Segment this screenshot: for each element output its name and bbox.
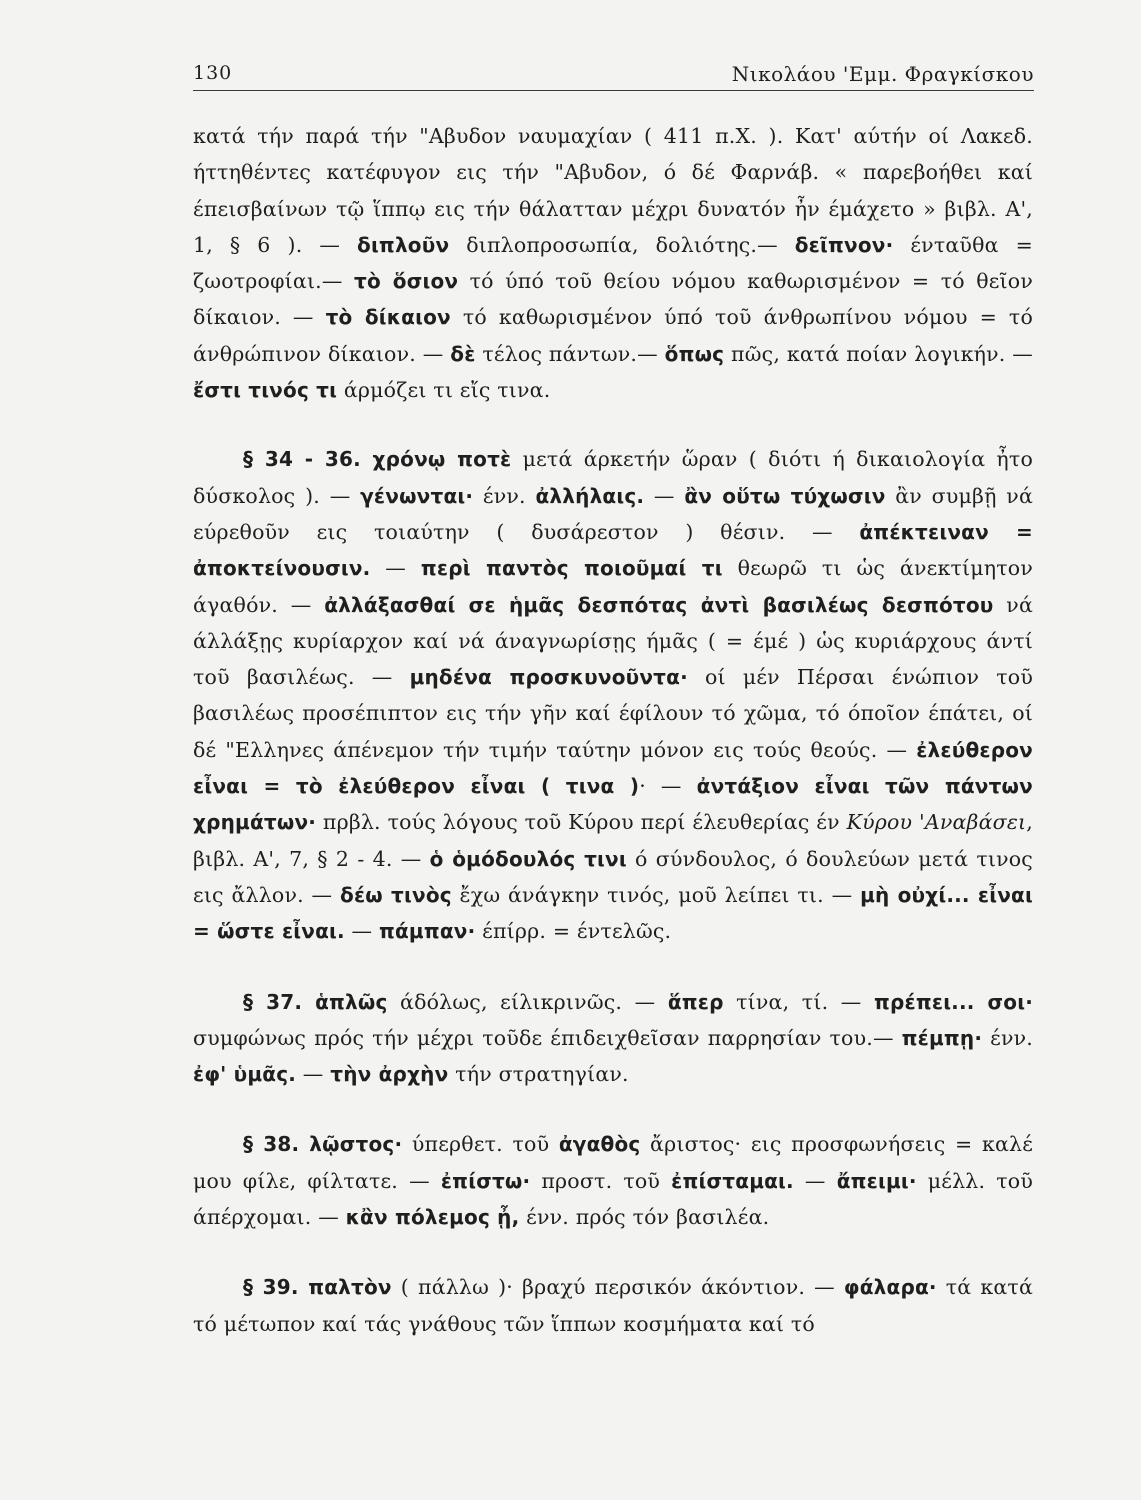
- page-header: [193, 62, 1034, 91]
- lemma-term: ἐπίσταμαι.: [671, 1168, 794, 1193]
- gloss-text: οί μέν Πέρσαι ένώπιον τοῦ βασιλέως προσέπιπτον εις τήν γῆν καί έφίλουν τό χῶμα, τό όποῖον έπάτει, οί δέ "Ελληνες άπένεμον τήν τιμήν ταύτην μόνον εις τούς θεούς. —: [193, 665, 1033, 762]
- lemma-term: τὸ δίκαιον: [325, 305, 451, 330]
- lemma-term: § 38. λῷστος·: [243, 1132, 403, 1157]
- lemma-term: ἀλλάξασθαί σε ἡμᾶς δεσπότας ἀντὶ βασιλέως δεσπότου: [324, 592, 994, 617]
- lemma-term: τὴν ἀρχὴν: [330, 1062, 449, 1087]
- gloss-text: —: [344, 919, 379, 944]
- lemma-term: ἔστι τινός τι: [193, 378, 338, 403]
- gloss-text: ἔχω άνάγκην τινός, μοῦ λείπει τι. —: [451, 882, 861, 907]
- gloss-text: θεωρῶ τι ὡς άνεκτίμητον άγαθόν. —: [193, 556, 1033, 617]
- gloss-text: συμφώνως πρός τήν μέχρι τοῦδε έπιδειχθεῖσαν παρρησίαν του.—: [193, 1025, 902, 1050]
- commentary-paragraph: [193, 441, 1033, 949]
- gloss-text: τίνα, τί. —: [723, 989, 874, 1014]
- gloss-text: μέλλ. τοῦ άπέρχομαι. —: [193, 1168, 1034, 1230]
- gloss-text: ένν.: [473, 483, 536, 508]
- cited-work: Κύρου 'Αναβάσει: [846, 810, 1027, 835]
- lemma-term: ἀγαθὸς: [558, 1132, 641, 1157]
- gloss-text: ό σύνδουλος, ό δουλεύων μετά τινος εις ἄλλον. —: [193, 846, 1033, 907]
- commentary-body: [193, 118, 1033, 1376]
- commentary-paragraph: [193, 1126, 1033, 1235]
- lemma-term: ἐπίστω·: [440, 1168, 531, 1193]
- lemma-term: περὶ παντὸς ποιοῦμαί τι: [420, 556, 723, 581]
- gloss-text: κατά τήν παρά τήν "Αβυδον ναυμαχίαν ( 411 π.Χ. ). Κατ' αύτήν οί Λακεδ. ήττηθέντες κατέφυγον εις τήν "Αβυδον, ό δέ Φαρνάβ. « παρεβοήθει καί έπεισβαίνων τῷ ἵππῳ εις τήν θάλατταν μέχρι δυνατόν ἦν έμάχετο » βιβλ. Α', 1, § 6 ). —: [193, 124, 1033, 257]
- gloss-text: τέλος πάντων.—: [475, 341, 665, 366]
- lemma-term: ἐλεύθερον εἶναι = τὸ ἐλεύθερον εἶναι ( τινα ): [193, 737, 1033, 799]
- gloss-text: μετά άρκετήν ὥραν ( διότι ή δικαιολογία ἦτο δύσκολος ). —: [193, 447, 1033, 508]
- gloss-text: νά άλλάξῃς κυρίαρχον καί νά άναγνωρίσῃς ήμᾶς ( = έμέ ) ὡς κυριάρχους άντί τοῦ βασιλέως. —: [193, 592, 1033, 690]
- lemma-term: § 37. ἁπλῶς: [243, 989, 388, 1014]
- commentary-paragraph: [193, 1269, 1033, 1342]
- gloss-text: —: [370, 556, 421, 581]
- lemma-term: πέμπῃ·: [901, 1025, 983, 1050]
- lemma-term: τὸ ὅσιον: [354, 269, 459, 294]
- gloss-text: έπίρρ. = έντελῶς.: [475, 919, 672, 944]
- lemma-term: γένωνται·: [360, 483, 474, 508]
- lemma-term: μηδένα προσκυνοῦντα·: [409, 665, 688, 690]
- gloss-text: ( πάλλω )· βραχύ περσικόν άκόντιον. —: [391, 1275, 844, 1300]
- lemma-term: πάμπαν·: [378, 919, 476, 944]
- gloss-text: διπλοπροσωπία, δολιότης.—: [449, 232, 795, 257]
- gloss-text: τήν στρατηγίαν.: [448, 1062, 629, 1087]
- gloss-text: ἄριστος· εις προσφωνήσεις = καλέ μου φίλε, φίλτατε. —: [193, 1132, 1034, 1193]
- lemma-term: ἀπέκτειναν = ἀποκτείνουσιν.: [193, 519, 1033, 581]
- lemma-term: ὅπως: [664, 341, 725, 366]
- gloss-text: —: [296, 1062, 331, 1087]
- commentary-paragraph: [193, 984, 1033, 1093]
- gloss-text: τό καθωρισμένον ύπό τοῦ άνθρωπίνου νόμου = τό άνθρώπινον δίκαιον. —: [193, 305, 1034, 366]
- lemma-term: πρέπει... σοι·: [873, 989, 1034, 1014]
- gloss-text: · —: [639, 774, 697, 799]
- gloss-text: τό ύπό τοῦ θείου νόμου καθωρισμένον = τό θεῖον δίκαιον. —: [193, 269, 1033, 330]
- lemma-term: ἀλλήλαις.: [535, 483, 645, 508]
- gloss-text: άρμόζει τι εἴς τινα.: [337, 378, 551, 403]
- gloss-text: προστ. τοῦ: [530, 1168, 672, 1193]
- running-head: Νικολάου 'Εμμ. Φραγκίσκου: [731, 62, 1034, 86]
- gloss-text: , βιβλ. Α', 7, § 2 - 4. —: [193, 810, 1034, 871]
- lemma-term: διπλοῦν: [357, 232, 450, 257]
- gloss-text: ύπερθετ. τοῦ: [402, 1132, 559, 1157]
- lemma-term: ἀντάξιον εἶναι τῶν πάντων χρημάτων·: [193, 774, 1033, 835]
- lemma-term: § 39. παλτὸν: [243, 1275, 392, 1300]
- gloss-text: ἂν συμβῇ νά εύρεθοῦν εις τοιαύτην ( δυσάρεστον ) θέσιν. —: [193, 483, 1034, 544]
- lemma-term: ἂν οὕτω τύχωσιν: [684, 483, 886, 508]
- gloss-text: ένταῦθα = ζωοτροφίαι.—: [193, 232, 1033, 294]
- gloss-text: —: [793, 1168, 837, 1193]
- gloss-text: ένν. πρός τόν βασιλέα.: [519, 1205, 770, 1230]
- lemma-term: κἂν πόλεμος ᾖ,: [345, 1205, 520, 1230]
- lemma-term: ἐφ' ὑμᾶς.: [193, 1062, 297, 1087]
- gloss-text: τά κατά τό μέτωπον καί τάς γνάθους τῶν ἵππων κοσμήματα καί τό: [193, 1275, 1033, 1336]
- page-number: 130: [193, 62, 233, 84]
- lemma-term: δὲ: [450, 341, 476, 366]
- lemma-term: δέω τινὸς: [340, 882, 452, 907]
- gloss-text: άδόλως, είλικρινῶς. —: [387, 989, 668, 1014]
- lemma-term: φάλαρα·: [843, 1275, 937, 1300]
- lemma-term: § 34 - 36. χρόνῳ ποτὲ: [243, 447, 512, 472]
- commentary-paragraph: [193, 118, 1033, 408]
- gloss-text: —: [644, 483, 685, 508]
- lemma-term: ἅπερ: [667, 989, 724, 1014]
- gloss-text: πρβλ. τούς λόγους τοῦ Κύρου περί έλευθερίας έν: [316, 810, 847, 835]
- gloss-text: ένν.: [982, 1025, 1033, 1050]
- lemma-term: ἄπειμι·: [836, 1168, 917, 1193]
- lemma-term: ὁ ὁμόδουλός τινι: [429, 846, 627, 871]
- gloss-text: πῶς, κατά ποίαν λογικήν. —: [724, 341, 1033, 366]
- lemma-term: δεῖπνον·: [794, 232, 894, 257]
- lemma-term: μὴ οὐχί... εἶναι = ὥστε εἶναι.: [193, 882, 1033, 944]
